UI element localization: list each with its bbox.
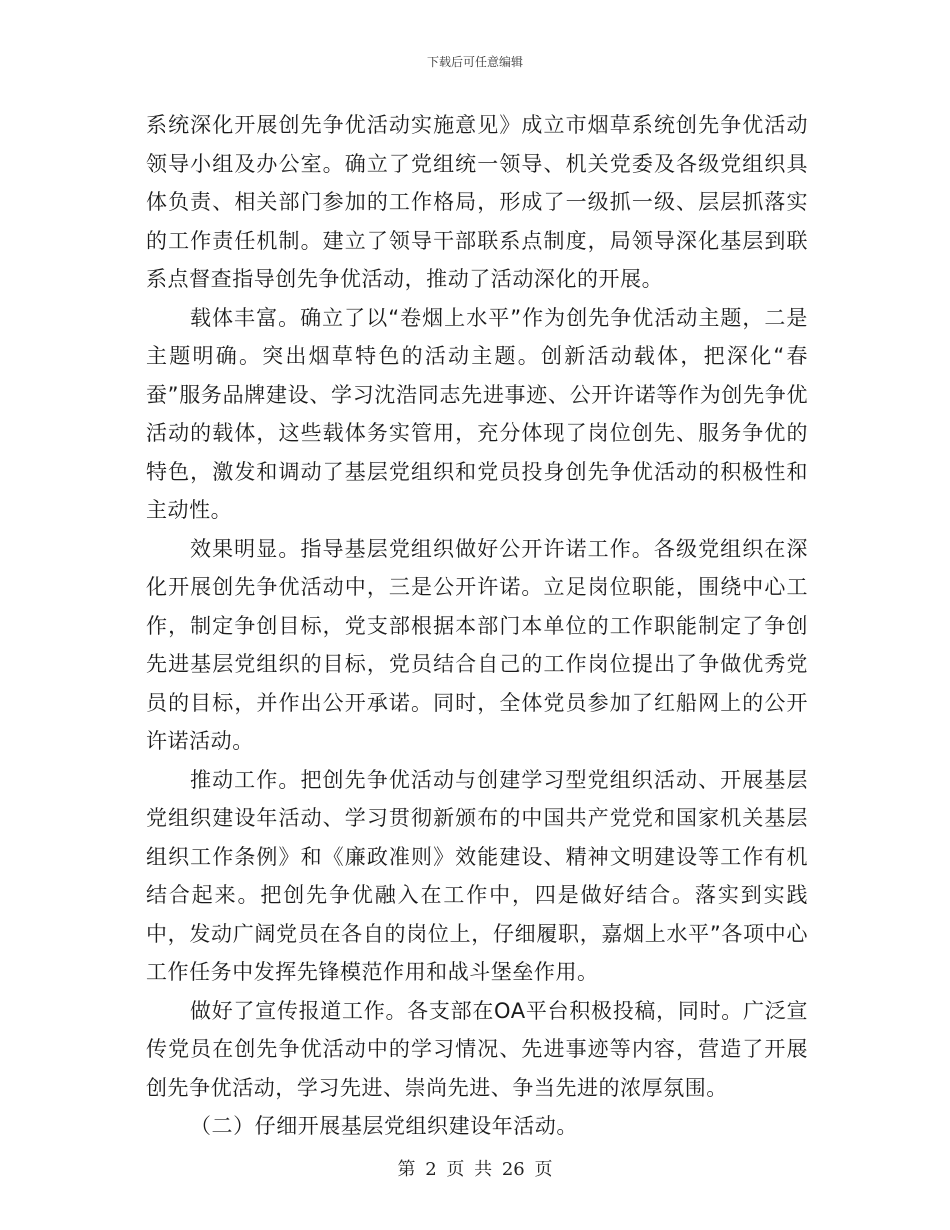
paragraph-carrier: 载体丰富。确立了以“卷烟上水平”作为创先争优活动主题，二是主题明确。突出烟草特色的活动主题。创新活动载体，把深化“春蚕”服务品牌建设、学习沈浩同志先进事迹、公开许诺等作为创先争优活动的载体，这些载体务实管用，充分体现了岗位创先、服务争优的特色，激发和调动了基层党组织和党员投身创先争优活动的积极性和主动性。 [146, 305, 808, 522]
paragraph-continuation: 系统深化开展创先争优活动实施意见》成立市烟草系统创先争优活动领导小组及办公室。确立了党组统一领导、机关党委及各级党组织具体负责、相关部门参加的工作格局，形成了一级抓一级、层层抓落实的工作责任机制。建立了领导干部联系点制度，局领导深化基层到联系点督查指导创先争优活动，推动了活动深化的开展。 [146, 113, 808, 291]
paragraph-promote-work: 推动工作。把创先争优活动与创建学习型党组织活动、开展基层党组织建设年活动、学习贯彻新颁布的中国共产党党和国家机关基层组织工作条例》和《廉政准则》效能建设、精神文明建设等工作有机结合起来。把创先争优融入在工作中，四是做好结合。落实到实践中，发动广阔党员在各自的岗位上，仔细履职，嘉烟上水平”各项中心工作任务中发挥先锋模范作用和战斗堡垒作用。 [146, 767, 808, 984]
page-number: 第 2 页 共 26 页 [397, 1159, 553, 1180]
paragraph-effect: 效果明显。指导基层党组织做好公开许诺工作。各级党组织在深化开展创先争优活动中，三是公开许诺。立足岗位职能，围绕中心工作，制定争创目标，党支部根据本部门本单位的工作职能制定了争创先进基层党组织的目标，党员结合自己的工作岗位提出了争做优秀党员的目标，并作出公开承诺。同时，全体党员参加了红船网上的公开许诺活动。 [146, 536, 808, 753]
section-heading: （二）仔细开展基层党组织建设年活动。 [190, 1114, 578, 1138]
document-body [146, 106, 808, 1146]
paragraph-publicity: 做好了宣传报道工作。各支部在OA平台积极投稿，同时。广泛宣传党员在创先争优活动中的学习情况、先进事迹等内容，营造了开展创先争优活动，学习先进、崇尚先进、争当先进的浓厚氛围。 [146, 998, 808, 1100]
page-header-note: 下载后可任意编辑 [426, 55, 523, 69]
